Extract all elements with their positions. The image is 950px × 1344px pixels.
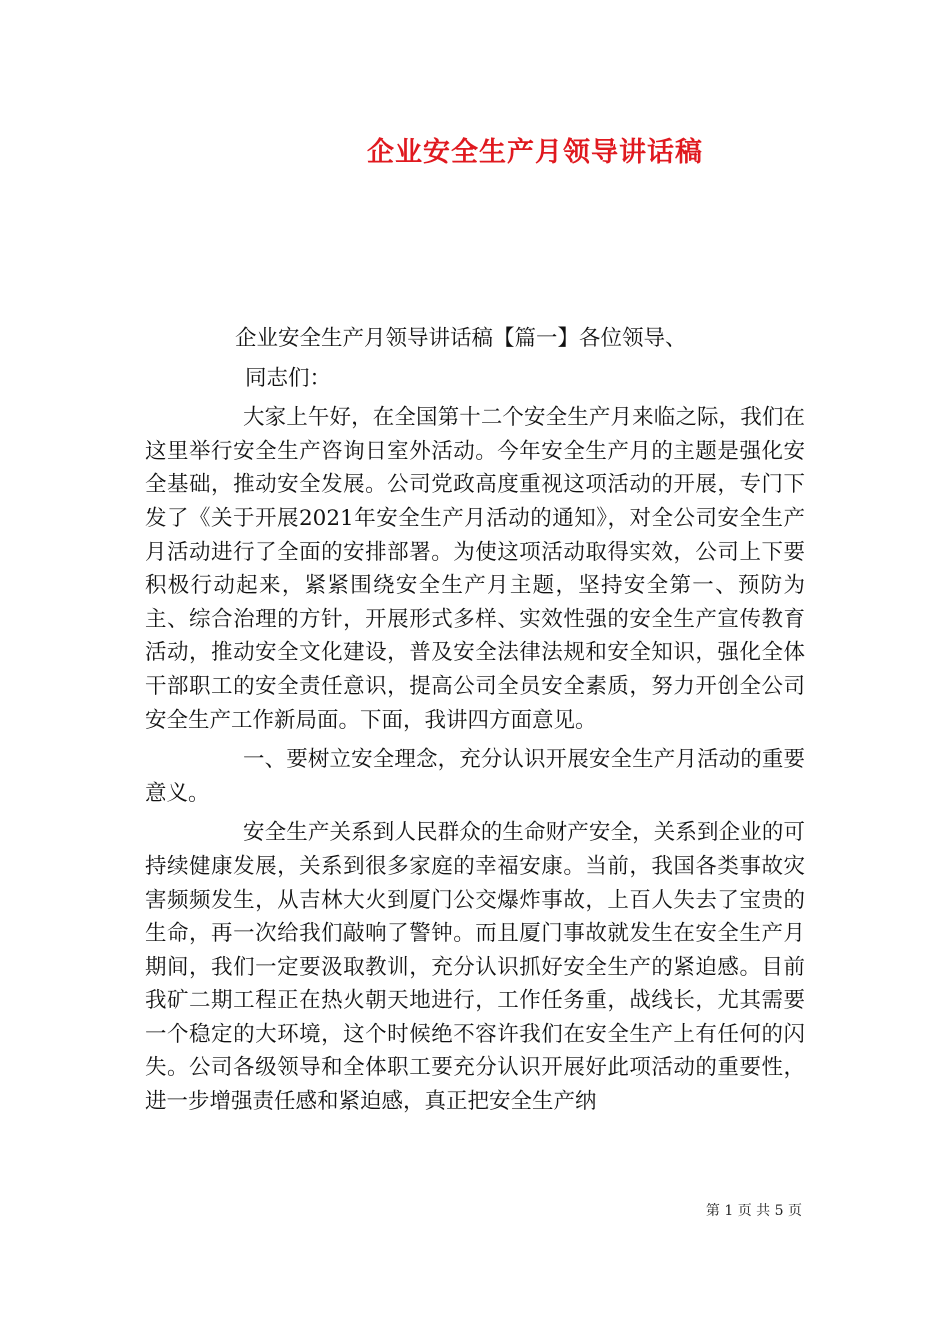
paragraph-2: 安全生产关系到人民群众的生命财产安全，关系到企业的可持续健康发展，关系到很多家庭的幸福安康。当前，我国各类事故灾害频频发生，从吉林大火到厦门公交爆炸事故，上百人失去了宝贵的生命，再一次给我们敲响了警钟。而且厦门事故就发生在安全生产月期间，我们一定要汲取教训，充分认识抓好安全生产的紧迫感。目前我矿二期工程正在热火朝天地进行，工作任务重，战线长，尤其需要一个稳定的大环境，这个时候绝不容许我们在安全生产上有任何的闪失。公司各级领导和全体职工要充分认识开展好此项活动的重要性，进一步增强责任感和紧迫感，真正把安全生产纳 bbox=[145, 820, 805, 1115]
salutation-line-2: 同志们： bbox=[245, 365, 332, 391]
document-title: 企业安全生产月领导讲话稿 bbox=[367, 137, 703, 168]
page-number: 第 1 页 共 5 页 bbox=[705, 1203, 802, 1219]
paragraph-1: 大家上午好，在全国第十二个安全生产月来临之际，我们在这里举行安全生产咨询日室外活动。今年安全生产月的主题是强化安全基础，推动安全发展。公司党政高度重视这项活动的开展，专门下发了《关于开展2021年安全生产月活动的通知》，对全公司安全生产月活动进行了全面的安排部署。为使这项活动取得实效，公司上下要积极行动起来，紧紧围绕安全生产月主题，坚持安全第一、预防为主、综合治理的方针，开展形式多样、实效性强的安全生产宣传教育活动，推动安全文化建设，普及安全法律法规和安全知识，强化全体干部职工的安全责任意识，提高公司全员安全素质，努力开创全公司安全生产工作新局面。下面，我讲四方面意见。 bbox=[145, 405, 805, 733]
section-heading-1: 一、要树立安全理念，充分认识开展安全生产月活动的重要意义。 bbox=[145, 747, 805, 806]
document-body bbox=[145, 322, 805, 1119]
salutation-line-1: 企业安全生产月领导讲话稿【篇一】各位领导、 bbox=[235, 326, 687, 351]
